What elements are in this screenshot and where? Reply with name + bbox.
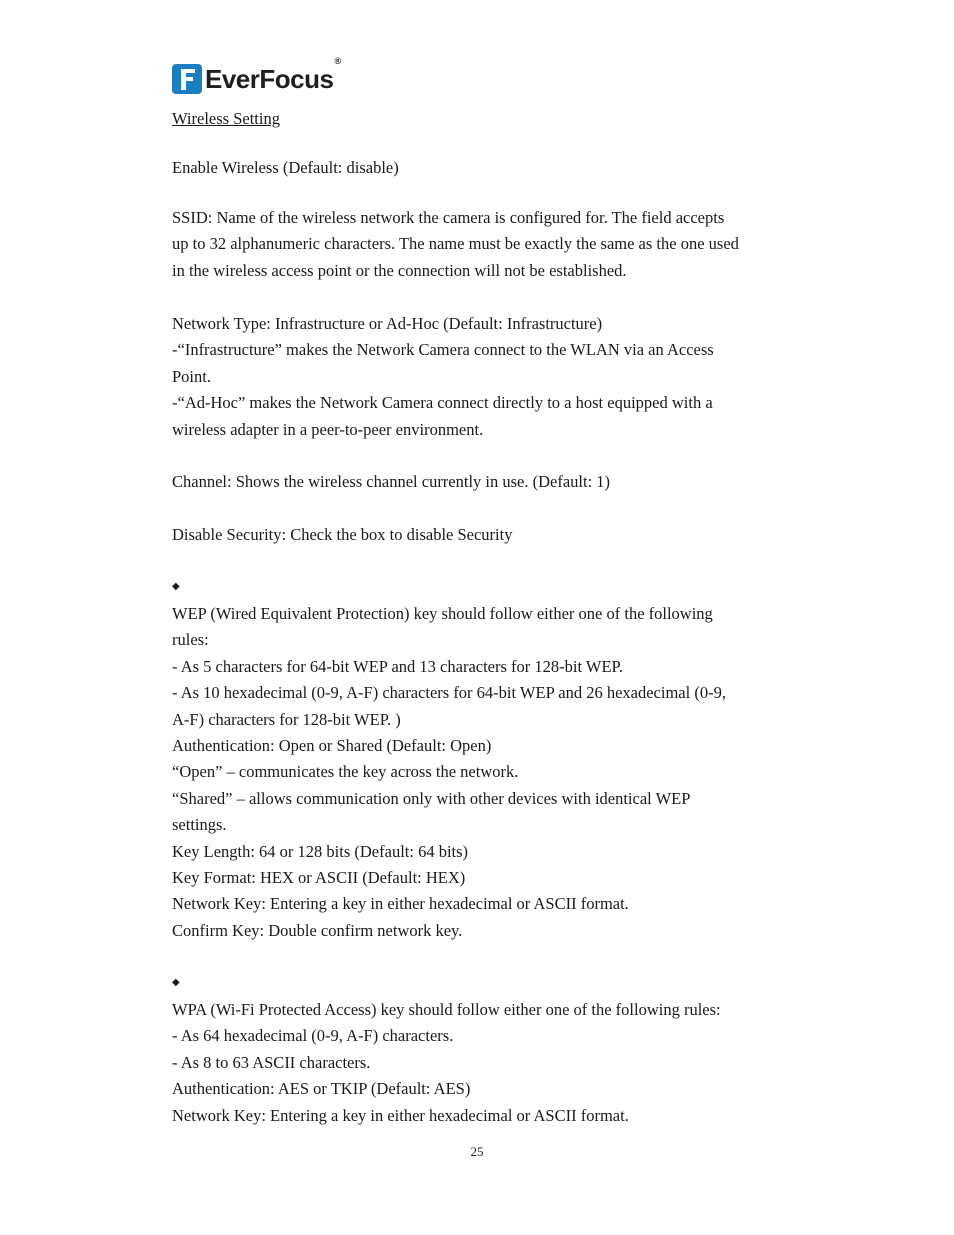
text-line: A-F) characters for 128-bit WEP. ) [172,710,401,729]
text-line: Key Format: HEX or ASCII (Default: HEX) [172,868,466,887]
text-line: rules: [172,630,209,649]
everfocus-logo [172,56,341,97]
bullet-icon: ◆ [172,581,180,592]
text-line: SSID: Name of the wireless network the camera is configured for. The field accepts [172,208,725,227]
text-line: - As 8 to 63 ASCII characters. [172,1053,371,1072]
text-line: Point. [172,367,211,386]
text-line: Channel: Shows the wireless channel currently in use. (Default: 1) [172,472,611,491]
text-line: Key Length: 64 or 128 bits (Default: 64 bits) [172,842,469,861]
text-line: Disable Security: Check the box to disable Security [172,525,513,544]
logo-text: EverFocus® [205,56,341,94]
text-line: - As 10 hexadecimal (0-9, A-F) characters for 64-bit WEP and 26 hexadecimal (0-9, [172,683,726,702]
page-number: 25 [470,1144,484,1159]
text-line: - As 5 characters for 64-bit WEP and 13 characters for 128-bit WEP. [172,657,624,676]
everfocus-logo-icon [172,62,202,96]
text-line: - As 64 hexadecimal (0-9, A-F) characters. [172,1026,454,1045]
text-line: in the wireless access point or the connection will not be established. [172,261,627,280]
text-line: settings. [172,815,227,834]
text-line: -“Ad-Hoc” makes the Network Camera connect directly to a host equipped with a [172,393,713,412]
text-line: “Open” – communicates the key across the network. [172,762,519,781]
text-line: Authentication: AES or TKIP (Default: AES) [172,1079,471,1098]
text-line: Confirm Key: Double confirm network key. [172,921,463,940]
text-line: “Shared” – allows communication only with other devices with identical WEP [172,789,691,808]
section-title: Wireless Setting [172,109,280,128]
text-line: WEP (Wired Equivalent Protection) key should follow either one of the following [172,604,713,623]
text-line: Network Type: Infrastructure or Ad-Hoc (Default: Infrastructure) [172,314,603,333]
bullet-icon: ◆ [172,977,180,988]
text-line: Authentication: Open or Shared (Default: Open) [172,736,492,755]
text-line: Network Key: Entering a key in either hexadecimal or ASCII format. [172,894,629,913]
text-line: up to 32 alphanumeric characters. The name must be exactly the same as the one used [172,234,739,253]
text-line: -“Infrastructure” makes the Network Camera connect to the WLAN via an Access [172,340,714,359]
text-line: Enable Wireless (Default: disable) [172,158,399,177]
text-line: wireless adapter in a peer-to-peer environment. [172,420,484,439]
text-line: WPA (Wi-Fi Protected Access) key should follow either one of the following rules: [172,1000,721,1019]
text-line: Network Key: Entering a key in either hexadecimal or ASCII format. [172,1106,629,1125]
